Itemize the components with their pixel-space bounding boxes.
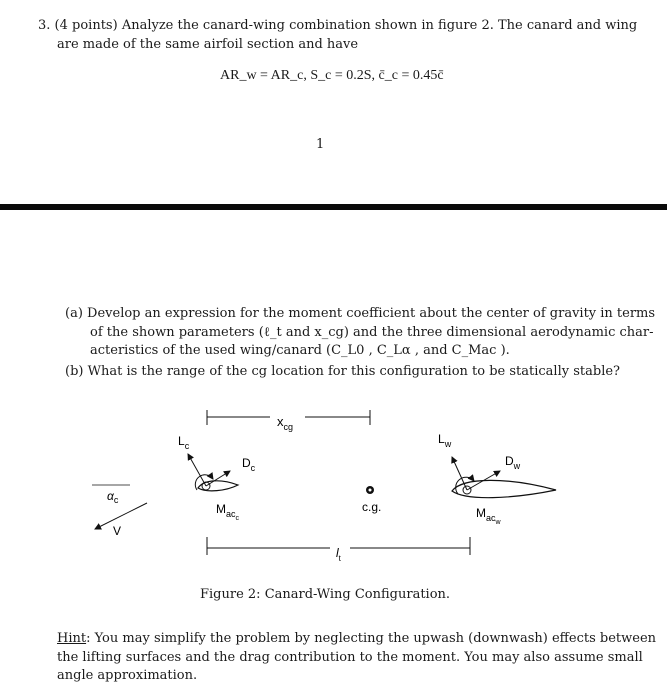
given-equation: AR_w = AR_c, S_c = 0.2S, c̄_c = 0.45c̄ — [220, 68, 444, 83]
question-a-text-1: Develop an expression for the moment coefficient about the center of gravity in terms — [87, 306, 656, 321]
problem-intro-text-1: Analyze the canard-wing combination shown in figure 2. The canard and wing — [121, 18, 638, 33]
hint-label: Hint — [57, 631, 87, 646]
hint-line-1 — [57, 631, 656, 646]
wing-drag-label: $D_w$ — [505, 454, 521, 471]
canard-drag-label: $D_c$ — [242, 456, 256, 473]
cg-marker-inner — [369, 489, 372, 492]
question-a-line-2: of the shown parameters (ℓ_t and x_cg) and the three dimensional aerodynamic char- — [90, 325, 654, 340]
question-a-label: (a) — [65, 306, 83, 321]
hint-line-2: the lifting surfaces and the drag contribution to the moment. You may also assume small — [57, 650, 643, 665]
canard-lift-label: $L_c$ — [178, 434, 190, 451]
canard-lift-arrow — [188, 454, 206, 486]
wing-airfoil — [452, 480, 556, 497]
problem-intro-line-1 — [38, 18, 637, 33]
question-a-line-1 — [65, 306, 655, 321]
hint-line-3: angle approximation. — [57, 668, 198, 683]
velocity-label: V — [113, 524, 122, 538]
canard-wing-figure — [0, 395, 667, 580]
canard-moment-label: $M_{acc}$ — [216, 502, 240, 522]
question-b-text-1: What is the range of the cg location for this configuration to be statically stable? — [87, 364, 621, 379]
lt-label: $l_t$ — [336, 546, 341, 563]
page-divider — [0, 204, 667, 210]
page-number: 1 — [316, 137, 325, 152]
problem-points: (4 points) — [54, 18, 118, 33]
wing-lift-label: $L_w$ — [438, 432, 452, 449]
x-cg-label: $x_{cg}$ — [277, 414, 294, 432]
question-b-label: (b) — [65, 364, 84, 379]
problem-intro-line-2: are made of the same airfoil section and have — [57, 37, 359, 52]
hint-text-1: : You may simplify the problem by neglecting the upwash (downwash) effects between — [86, 631, 657, 646]
alpha-c-label: $\alpha_c$ — [107, 489, 119, 505]
cg-label: c.g. — [362, 500, 382, 514]
canard-drag-arrow — [206, 471, 230, 486]
question-a-line-3: acteristics of the used wing/canard (C_L0 , C_Lα , and C_Mac ). — [90, 343, 510, 358]
wing-moment-label: $M_{acw}$ — [476, 506, 501, 526]
question-b-line-1 — [65, 364, 620, 379]
figure-caption: Figure 2: Canard-Wing Configuration. — [200, 587, 451, 602]
problem-number: 3. — [38, 18, 51, 33]
